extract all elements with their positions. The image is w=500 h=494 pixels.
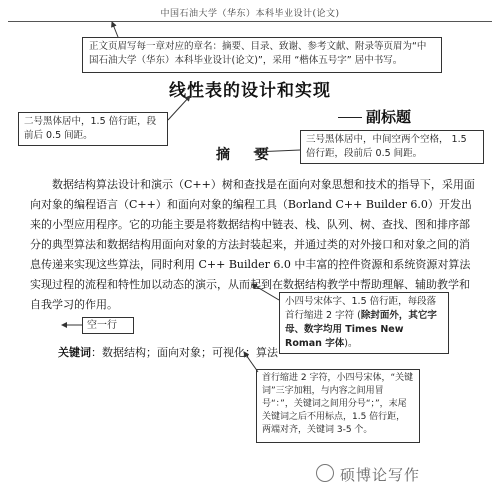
abstract-note-text: 三号黑体居中，中间空两个空格， 1.5 倍行距，段前后 0.5 间距。 <box>306 134 467 159</box>
abstract-heading: 摘 要 <box>216 147 279 163</box>
keywords-value: ：数据结构；面向对象；可视化；算法 <box>91 346 278 359</box>
body-note-end: )。 <box>344 338 358 349</box>
arrow-header-note <box>112 22 118 37</box>
arrow-title-note <box>168 96 190 120</box>
header-note-text: 正文页眉写每一章对应的章名：摘要、目录、致谢、参考文献、附录等页眉为“中国石油大学（华东）本科毕业设计(论文)”，采用 “楷体五号字” 居中书写。 <box>89 41 427 66</box>
body-note-bold: 除封面外，其它字母、数字均用 Times New Roman 字体 <box>285 310 437 349</box>
blank-line-note-text: 空一行 <box>87 320 117 331</box>
keywords-label: 关键词 <box>58 346 91 359</box>
document-title: 线性表的设计和实现 <box>169 81 331 101</box>
subtitle-text: 副标题 <box>366 108 412 126</box>
abstract-body: 数据结构算法设计和演示（C++）树和查找是在面向对象思想和技术的指导下，采用面向对象的编程语言（C++）和面向对象的编程工具（Borland C++ Builder 6.0）开发出来的小型应用程序。它的功能主要是将数据结构中链表、栈、队列、树、查找、图和排序部分的典型算法和数据结构用面向对象的方法封装起来，并通过类的对外接口和对象之间的消息传递来实现这些算法，同时利用 C++ Builder 6.0 中丰富的控件资源和系统资源对算法实现过程的流程和特性加以动态的演示，从而起到在数据结构教学中帮助理解、辅助教学和自我学习的作用。 <box>30 178 475 311</box>
title-note-text: 二号黑体居中，1.5 倍行距，段前后 0.5 间距。 <box>24 116 157 141</box>
watermark-icon <box>316 464 334 482</box>
header-text: 中国石油大学（华东）本科毕业设计(论文) <box>160 9 340 19</box>
body-note-plain: 小四号宋体字、1.5 倍行距，每段落首行缩进 2 字符 ( <box>285 296 437 321</box>
arrow-keywords-note <box>244 352 258 372</box>
watermark-text: 硕博论写作 <box>340 466 421 484</box>
arrow-abstract-note <box>254 150 300 152</box>
arrow-body-note <box>252 284 279 300</box>
keywords-note-text: 首行缩进 2 字符，小四号宋体，“关键词”三字加粗，与内容之间用冒号“：”，关键词之间用分号“；”，末尾关键词之后不用标点，1.5 倍行距，两端对齐，关键词 3-5 个。 <box>262 373 414 435</box>
